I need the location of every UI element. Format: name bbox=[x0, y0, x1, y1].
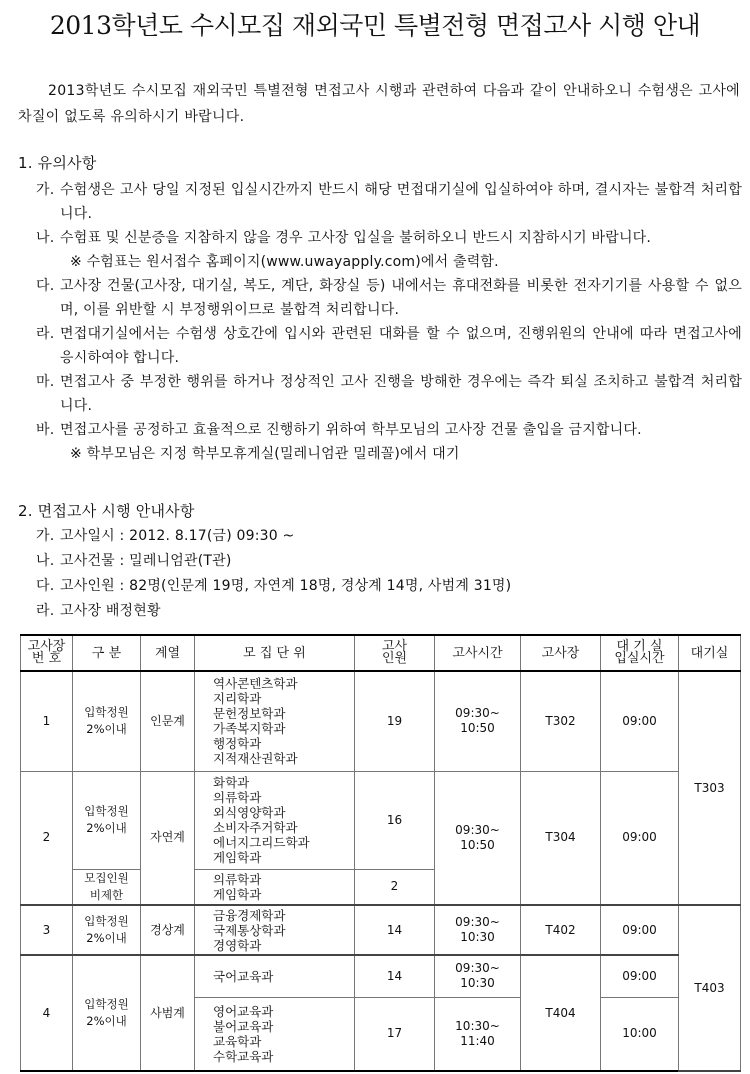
time-cell bbox=[435, 771, 521, 905]
category-cell bbox=[73, 671, 141, 771]
item-marker: 나. bbox=[36, 230, 55, 246]
unit-name: 교육학과 bbox=[213, 1033, 262, 1049]
room-cell: T402 bbox=[521, 905, 601, 955]
header-field: 계열 bbox=[141, 635, 195, 671]
header-room: 고사장 bbox=[521, 635, 601, 671]
header-waiting-room: 대기실 bbox=[679, 635, 741, 671]
notice-item bbox=[36, 178, 742, 226]
count-cell: 16 bbox=[355, 771, 435, 869]
unit-name: 소비자주거학과 bbox=[213, 820, 298, 835]
entry-time-cell: 09:00 bbox=[601, 771, 679, 905]
time-line: 11:40 bbox=[460, 1033, 495, 1048]
unit-name: 지적재산권학과 bbox=[213, 751, 298, 767]
count-cell: 2 bbox=[355, 869, 435, 905]
unit-name: 국어교육과 bbox=[213, 968, 274, 984]
units-cell bbox=[195, 997, 355, 1071]
unit-name: 화학과 bbox=[213, 775, 250, 790]
header-entry-time bbox=[601, 635, 679, 671]
time-cell bbox=[435, 905, 521, 955]
entry-time-cell: 10:00 bbox=[601, 997, 679, 1071]
table-row bbox=[21, 905, 741, 955]
time-line: 09:30~ bbox=[455, 822, 500, 837]
header-text: 고사장 bbox=[27, 639, 66, 654]
header-text: 입실시간 bbox=[614, 651, 665, 666]
item-note: ※ 수험표는 원서접수 홈페이지(www.uwayapply.com)에서 출력함. bbox=[70, 254, 499, 270]
item-text: 면접고사 중 부정한 행위를 하거나 정상적인 고사 진행을 방해한 경우에는 즉각 퇴실 조치하고 불합격 처리합니다. bbox=[60, 374, 742, 414]
header-time: 고사시간 bbox=[435, 635, 521, 671]
header-units: 모 집 단 위 bbox=[195, 635, 355, 671]
item-text: 고사장 배정현황 bbox=[60, 603, 161, 619]
waiting-room-cell: T303 bbox=[679, 671, 741, 905]
unit-name: 지리학과 bbox=[213, 691, 262, 707]
category-cell bbox=[73, 869, 141, 905]
item-marker: 다. bbox=[36, 578, 55, 594]
section-1-heading: 1. 유의사항 bbox=[18, 154, 97, 172]
entry-time-cell: 09:00 bbox=[601, 671, 679, 771]
table-row bbox=[21, 671, 741, 771]
info-item bbox=[36, 599, 742, 624]
category-cell bbox=[73, 771, 141, 869]
item-marker: 바. bbox=[36, 422, 55, 438]
time-cell bbox=[435, 997, 521, 1071]
item-marker: 가. bbox=[36, 528, 55, 544]
notice-item bbox=[36, 226, 742, 274]
header-count bbox=[355, 635, 435, 671]
entry-time-cell: 09:00 bbox=[601, 955, 679, 997]
field-cell: 경상계 bbox=[141, 905, 195, 955]
header-text: 번 호 bbox=[31, 651, 62, 666]
category-line: 입학정원 bbox=[84, 804, 129, 818]
exam-room-table bbox=[20, 634, 741, 1072]
category-line: 2%이내 bbox=[86, 1014, 127, 1028]
time-line: 10:50 bbox=[460, 721, 495, 736]
notice-item bbox=[36, 274, 742, 322]
time-cell bbox=[435, 671, 521, 771]
unit-name: 영어교육과 bbox=[213, 1003, 274, 1019]
category-cell bbox=[73, 955, 141, 1071]
units-cell bbox=[195, 955, 355, 997]
item-text: 고사인원 : 82명(인문계 19명, 자연계 18명, 경상계 14명, 사범계 31명) bbox=[60, 578, 512, 594]
category-line: 모집인원 bbox=[84, 870, 129, 885]
unit-name: 수학교육과 bbox=[213, 1048, 274, 1064]
header-category: 구 분 bbox=[73, 635, 141, 671]
notice-item bbox=[36, 370, 742, 418]
units-cell bbox=[195, 905, 355, 955]
notice-item bbox=[36, 322, 742, 370]
time-line: 09:30~ bbox=[455, 706, 500, 721]
notice-item bbox=[36, 418, 742, 466]
info-item bbox=[36, 549, 742, 574]
unit-name: 불어교육과 bbox=[213, 1018, 274, 1034]
category-line: 2%이내 bbox=[86, 722, 127, 737]
room-number: 3 bbox=[21, 905, 73, 955]
units-cell bbox=[195, 671, 355, 771]
category-line: 입학정원 bbox=[84, 914, 129, 928]
item-text: 면접고사를 공정하고 효율적으로 진행하기 위하여 학부모님의 고사장 건물 출입을 금지합니다. bbox=[60, 422, 642, 438]
item-marker: 라. bbox=[36, 326, 55, 342]
item-text: 고사건물 : 밀레니엄관(T관) bbox=[60, 553, 232, 569]
count-cell: 19 bbox=[355, 671, 435, 771]
unit-name: 경영학과 bbox=[213, 937, 262, 953]
room-number: 4 bbox=[21, 955, 73, 1071]
unit-name: 의류학과 bbox=[213, 871, 262, 887]
item-text: 고사일시 : 2012. 8.17(금) 09:30 ~ bbox=[60, 528, 295, 544]
section-1-items bbox=[36, 178, 742, 466]
entry-time-cell: 09:00 bbox=[601, 905, 679, 955]
section-2-items bbox=[36, 524, 742, 624]
item-marker: 마. bbox=[36, 374, 55, 390]
info-item bbox=[36, 574, 742, 599]
item-marker: 가. bbox=[36, 182, 55, 198]
item-marker: 나. bbox=[36, 553, 55, 569]
unit-name: 역사콘텐츠학과 bbox=[213, 676, 298, 692]
time-line: 10:30~ bbox=[455, 1018, 500, 1033]
unit-name: 금융경제학과 bbox=[213, 907, 286, 923]
header-room-number bbox=[21, 635, 73, 671]
category-cell bbox=[73, 905, 141, 955]
room-cell: T404 bbox=[521, 955, 601, 1071]
count-cell: 17 bbox=[355, 997, 435, 1071]
unit-name: 의류학과 bbox=[213, 790, 262, 805]
table-row bbox=[21, 771, 741, 869]
units-cell bbox=[195, 869, 355, 905]
unit-name: 게임학과 bbox=[213, 850, 262, 865]
waiting-room-cell: T403 bbox=[679, 905, 741, 1071]
time-line: 10:30 bbox=[460, 976, 495, 991]
time-line: 10:30 bbox=[460, 930, 495, 944]
units-cell bbox=[195, 771, 355, 869]
intro-paragraph: 2013학년도 수시모집 재외국민 특별전형 면접고사 시행과 관련하여 다음과 같이 안내하오니 수험생은 고사에 차질이 없도록 유의하시기 바랍니다. bbox=[18, 83, 740, 125]
unit-name: 에너지그리드학과 bbox=[213, 835, 310, 850]
time-line: 10:50 bbox=[460, 837, 495, 852]
header-text: 인원 bbox=[381, 651, 408, 666]
header-text: 고사 bbox=[381, 639, 408, 654]
info-item bbox=[36, 524, 742, 549]
item-text: 면접대기실에서는 수험생 상호간에 입시와 관련된 대화를 할 수 없으며, 진행위원의 안내에 따라 면접고사에 응시하여야 합니다. bbox=[60, 326, 742, 366]
item-marker: 라. bbox=[36, 603, 55, 619]
time-line: 09:30~ bbox=[455, 961, 500, 976]
field-cell: 사범계 bbox=[141, 955, 195, 1071]
section-2-heading: 2. 면접고사 시행 안내사항 bbox=[18, 502, 195, 520]
item-text: 고사장 건물(고사장, 대기실, 복도, 계단, 화장실 등) 내에서는 휴대전화를 비롯한 전자기기를 사용할 수 없으며, 이를 위반할 시 부정행위이므로 불합격 처리합니다. bbox=[60, 278, 742, 318]
unit-name: 가족복지학과 bbox=[213, 721, 286, 737]
item-text: 수험표 및 신분증을 지참하지 않을 경우 고사장 입실을 불허하오니 반드시 지참하시기 바랍니다. bbox=[60, 230, 652, 246]
time-line: 09:30~ bbox=[455, 915, 500, 929]
item-text: 수험생은 고사 당일 지정된 입실시간까지 반드시 해당 면접대기실에 입실하여야 하며, 결시자는 불합격 처리합니다. bbox=[60, 182, 742, 222]
count-cell: 14 bbox=[355, 905, 435, 955]
item-marker: 다. bbox=[36, 278, 55, 294]
category-line: 2%이내 bbox=[86, 931, 127, 945]
unit-name: 게임학과 bbox=[213, 886, 262, 902]
room-number: 1 bbox=[21, 671, 73, 771]
unit-name: 문헌정보학과 bbox=[213, 706, 286, 722]
header-text: 대 기 실 bbox=[616, 639, 663, 654]
category-line: 입학정원 bbox=[84, 705, 129, 720]
unit-name: 행정학과 bbox=[213, 736, 262, 752]
unit-name: 국제통상학과 bbox=[213, 922, 286, 938]
document-title: 2013학년도 수시모집 재외국민 특별전형 면접고사 시행 안내 bbox=[49, 11, 701, 40]
category-line: 2%이내 bbox=[86, 821, 127, 835]
time-cell bbox=[435, 955, 521, 997]
table-header-row bbox=[21, 635, 741, 671]
field-cell: 자연계 bbox=[141, 771, 195, 905]
room-number: 2 bbox=[21, 771, 73, 905]
room-cell: T302 bbox=[521, 671, 601, 771]
unit-name: 외식영양학과 bbox=[213, 805, 286, 820]
category-line: 비제한 bbox=[89, 887, 124, 902]
item-note: ※ 학부모님은 지정 학부모휴게실(밀레니엄관 밀레꼴)에서 대기 bbox=[70, 446, 460, 462]
room-cell: T304 bbox=[521, 771, 601, 905]
category-line: 입학정원 bbox=[84, 997, 129, 1011]
count-cell: 14 bbox=[355, 955, 435, 997]
table-row bbox=[21, 955, 741, 997]
field-cell: 인문계 bbox=[141, 671, 195, 771]
